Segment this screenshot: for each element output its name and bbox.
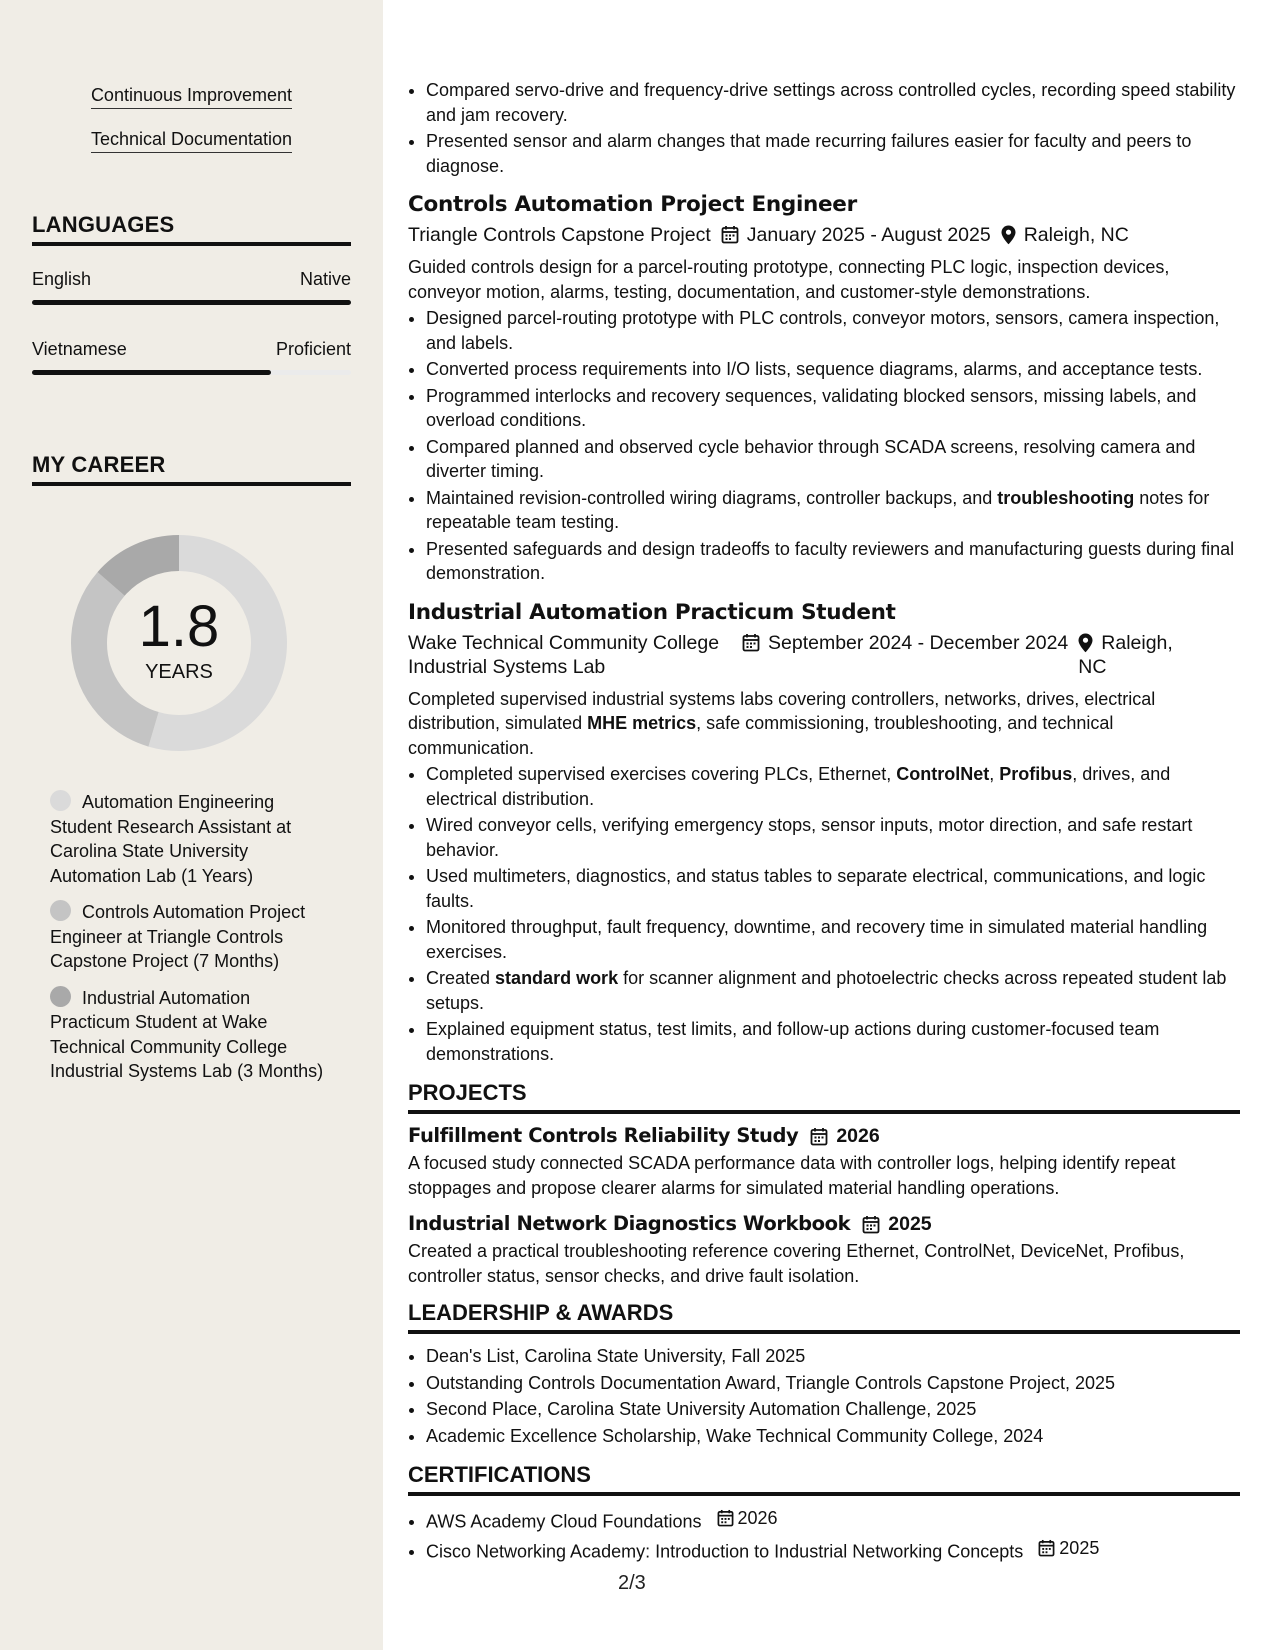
certification-year: 2026 [737,1508,778,1528]
bullet: • Compared planned and observed cycle behavior through SCADA screens, resolving camera and diverter timing. [426,435,1240,484]
career-legend-item [50,986,330,1084]
bullet-text: Created [426,968,496,988]
certification-item [426,1536,1240,1564]
language-level: Proficient [275,339,351,359]
job-dates: September 2024 - December 2024 [768,631,1069,654]
career-legend-item [50,900,330,974]
bullet [426,486,1240,535]
language-row [32,268,351,290]
certification-name: AWS Academy Cloud Foundations [426,1511,702,1532]
job-description: Guided controls design for a parcel-routing prototype, connecting PLC logic, inspection devices, conveyor motion, alarms, testing, documentation, and customer-style demonstrations. [408,257,1170,302]
desc-text: , safe commissioning, troubleshooting, and technical communication. [408,713,1114,758]
job-location-line: NC [1078,655,1107,678]
award-item: • Academic Excellence Scholarship, Wake Technical Community College, 2024 [426,1424,1240,1449]
job-title: Industrial Automation Practicum Student [408,599,896,625]
job-entry [408,192,1240,586]
job-bullets [408,306,1240,586]
bullet-text: Maintained revision-controlled wiring diagrams, controller backups, and [426,487,998,508]
sidebar [0,0,383,1650]
skill-item: Continuous Improvement [91,84,292,109]
job-org-line: Industrial Systems Lab [408,655,606,678]
job-org: Triangle Controls Capstone Project [408,224,711,246]
bullet-text: notes for repeatable team testing. [426,487,1210,532]
career-total [66,530,292,756]
legend-dot [50,790,71,811]
job1-bullets [408,78,1240,178]
calendar-icon [1038,1539,1055,1557]
main-content [408,78,1240,1578]
certification-date [1038,1536,1099,1561]
job-location [1078,631,1173,679]
awards-heading: LEADERSHIP & AWARDS [408,1300,1240,1334]
bullet: • Programmed interlocks and recovery sequences, validating blocked sensors, missing labels, and overload conditions. [426,384,1240,433]
career-legend-text: Controls Automation Project Engineer at Triangle Controls Capstone Project (7 Months) [50,902,306,971]
calendar-icon [721,225,739,244]
language-bar [32,300,351,305]
career-total-value: 1.8 [138,594,220,659]
job-location: Raleigh, NC [1023,224,1129,246]
project-description: A focused study connected SCADA performance data with controller logs, helping identify repeat stoppages and propose clearer alarms for simulated material handling operations. [408,1153,1176,1198]
bullet-text: for scanner alignment and photoelectric checks across repeated student lab setups. [426,968,1227,1013]
job-org [408,631,730,679]
job-description [408,687,1240,761]
desc-keyword: MHE metrics [587,713,697,733]
job-dates-group [721,223,991,247]
bullet-keyword: Profibus [999,764,1073,784]
map-pin-icon [1078,633,1093,653]
job-bullets [408,762,1240,1066]
project-description: Created a practical troubleshooting reference covering Ethernet, ControlNet, DeviceNet, Profibus, controller status, sensor checks, and drive fault isolation. [408,1241,1185,1286]
language-bar-fill [32,370,271,375]
job-meta [408,223,1240,247]
language-name: Vietnamese [32,339,127,359]
certification-item [426,1506,1240,1534]
calendar-icon [717,1509,734,1527]
career-legend [50,790,330,1096]
bullet-keyword: troubleshooting [997,487,1135,508]
project-year: 2025 [888,1213,932,1235]
job-title: Controls Automation Project Engineer [408,192,857,217]
languages-heading: LANGUAGES [32,212,351,246]
awards-list [408,1344,1240,1448]
job-entry [408,600,1240,1067]
bullet: • Compared servo-drive and frequency-drive settings across controlled cycles, recording speed stability and jam recovery. [426,78,1240,127]
calendar-icon [810,1127,828,1146]
project-item [408,1212,1240,1288]
project-title-row [408,1124,1240,1148]
legend-dot [50,900,71,921]
project-item [408,1124,1240,1200]
certification-name: Cisco Networking Academy: Introduction to Industrial Networking Concepts [426,1541,1024,1561]
projects-heading: PROJECTS [408,1080,1240,1114]
award-item: • Second Place, Carolina State University Automation Challenge, 2025 [426,1397,1240,1422]
job-location-group [1078,631,1173,679]
certification-date [717,1506,778,1531]
calendar-icon [742,633,760,652]
bullet: • Presented sensor and alarm changes that made recurring failures easier for faculty and peers to diagnose. [426,129,1240,178]
language-bar [32,370,351,375]
language-level: Native [299,269,351,289]
project-title: Fulfillment Controls Reliability Study [408,1124,799,1147]
bullet: • Designed parcel-routing prototype with PLC controls, conveyor motors, sensors, camera inspection, and labels. [426,306,1240,355]
language-name: English [32,269,92,289]
calendar-icon [862,1215,880,1234]
career-legend-text: Automation Engineering Student Research Assistant at Carolina State University Automation Lab (1 Years) [50,792,292,886]
job-location-line: Raleigh, [1101,631,1173,654]
career-legend-text: Industrial Automation Practicum Student at Wake Technical Community College Industrial Systems Lab (3 Months) [50,987,324,1081]
job-dates-group [742,631,1068,679]
award-item: • Outstanding Controls Documentation Award, Triangle Controls Capstone Project, 2025 [426,1371,1240,1396]
bullet-text: , drives, and electrical distribution. [426,764,1171,809]
certification-year: 2025 [1059,1537,1100,1558]
skill-item: Technical Documentation [91,128,292,153]
job-meta [408,631,1240,679]
legend-dot [50,986,71,1007]
bullet: • Converted process requirements into I/O lists, sequence diagrams, alarms, and acceptance tests. [426,357,1240,382]
bullet: • Explained equipment status, test limits, and follow-up actions during customer-focused team demonstrations. [426,1017,1240,1066]
career-total-unit: YEARS [145,661,213,683]
job-org-line: Wake Technical Community College [408,631,720,654]
certifications-heading: CERTIFICATIONS [408,1462,1240,1496]
bullet: • Presented safeguards and design tradeoffs to faculty reviewers and manufacturing guests during final demonstration. [426,537,1240,586]
project-title: Industrial Network Diagnostics Workbook [408,1212,851,1235]
job-location-group [1001,223,1129,247]
career-heading: MY CAREER [32,452,351,486]
bullet-text: , [989,764,1000,784]
bullet [426,762,1240,811]
bullet-text: Completed supervised exercises covering PLCs, Ethernet, [426,764,897,784]
desc-text: Completed supervised industrial systems labs covering controllers, networks, drives, electrical distribution, simulated [408,688,1156,733]
bullet-keyword: standard work [495,968,619,988]
page-number: 2/3 [618,1572,646,1594]
bullet: • Used multimeters, diagnostics, and status tables to separate electrical, communications, and logic faults. [426,864,1240,913]
career-donut-chart [66,530,292,756]
bullet-keyword: ControlNet [896,764,990,784]
job-dates: January 2025 - August 2025 [746,224,991,246]
project-year: 2026 [836,1125,880,1147]
project-title-row [408,1212,1240,1236]
map-pin-icon [1001,225,1016,245]
bullet: • Wired conveyor cells, verifying emergency stops, sensor inputs, motor direction, and safe restart behavior. [426,813,1240,862]
award-item: • Dean's List, Carolina State University, Fall 2025 [426,1344,1240,1369]
skills-list [0,84,383,172]
language-row [32,338,351,360]
language-bar-fill [32,300,351,305]
bullet: • Monitored throughput, fault frequency, downtime, and recovery time in simulated material handling exercises. [426,915,1240,964]
bullet [426,966,1240,1015]
career-legend-item [50,790,330,888]
certifications-list [408,1506,1240,1564]
